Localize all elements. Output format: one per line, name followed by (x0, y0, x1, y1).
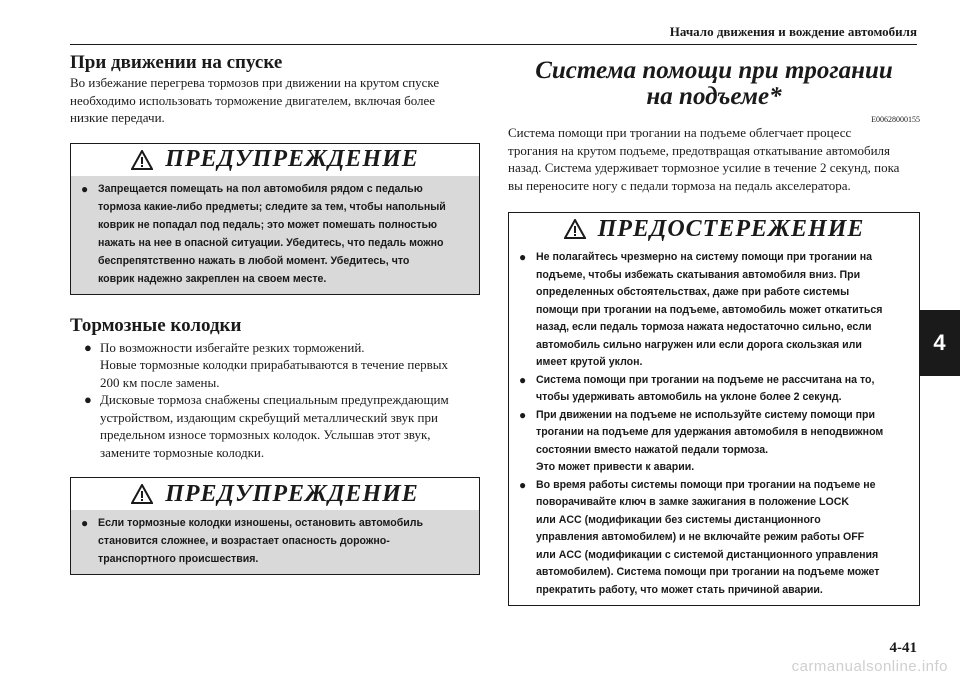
caution-body (509, 245, 919, 605)
text-line: 200 км после замены. (100, 374, 220, 390)
text-line: Запрещается помещать на пол автомобиля рядом с педалью (98, 182, 423, 195)
caution-title: ПРЕДОСТЕРЕЖЕНИЕ (597, 215, 865, 242)
downhill-text (70, 74, 480, 127)
text-line: управления автомобилем) и не включайте режим работы OFF (536, 531, 865, 543)
warning-box-brake-pads (70, 477, 480, 575)
caution-box-hill-start (508, 212, 920, 606)
bullet-icon: ● (519, 477, 527, 492)
hill-start-assist-title (508, 58, 920, 110)
caution-item (519, 407, 909, 477)
text-line: подъеме, чтобы избежать скатывания автомобиля вниз. При (536, 268, 861, 281)
text-line: низкие передачи. (70, 110, 165, 125)
text-line: Это может привести к аварии. (536, 461, 695, 473)
text-line: предельном износе тормозных колодок. Услышав этот звук, (100, 427, 431, 442)
bullet-icon: ● (81, 181, 89, 196)
bullet-icon: ● (81, 516, 89, 530)
warning-box-floor-mat (70, 143, 480, 295)
text-line: поворачивайте ключ в замке зажигания в положение LOCK (536, 496, 850, 508)
warning-body (71, 510, 479, 574)
text-line: коврик надежно закреплен на своем месте. (98, 272, 327, 285)
text-line: определенных обстоятельствах, даже при работе системы (536, 286, 850, 298)
text-line: Дисковые тормоза снабжены специальным предупреждающим (100, 392, 449, 407)
text-line: устройством, издающим скребущий металлический звук при (100, 409, 438, 425)
warning-body (71, 176, 479, 294)
warning-item (81, 180, 469, 288)
bullet-icon: ● (519, 250, 527, 264)
text-line: или ACC (модификации без системы дистанционного (536, 513, 821, 526)
document-code: E00628000155 (871, 115, 920, 124)
text-line: автомобиль сильно нагружен или если дорога скользкая или (536, 338, 862, 351)
text-line: автомобилем). Система помощи при трогании на подъеме может (536, 566, 880, 578)
header-rule (70, 44, 917, 45)
text-line: Не полагайтесь чрезмерно на систему помощи при трогании на (536, 251, 873, 263)
warning-header (71, 478, 479, 510)
text-line: трогания на крутом подъеме, предотвращая откатывание автомобиля (508, 142, 890, 158)
right-column (508, 58, 920, 606)
text-line: прекратить работу, что может стать причиной аварии. (536, 583, 823, 596)
caution-item (519, 249, 909, 372)
text-line: вы переносите ногу с педали тормоза на педаль акселератора. (508, 177, 851, 193)
text-line: помощи при трогании на подъеме, автомобиль может откатиться (536, 303, 883, 316)
warning-triangle-icon (131, 150, 153, 170)
bullet-icon: ● (519, 407, 527, 422)
text-line: Во время работы системы помощи при трогании на подъеме не (536, 478, 876, 491)
title-line: Система помощи при трогании (535, 57, 893, 84)
text-line: назад, если педаль тормоза нажата недостаточно сильно, если (536, 321, 872, 333)
text-line: Во избежание перегрева тормозов при движении на крутом спуске (70, 75, 440, 90)
list-item (84, 391, 480, 461)
text-line: необходимо использовать торможение двигателем, включая более (70, 92, 436, 108)
text-line: коврик не попадал под педаль; это может помешать полностью (98, 218, 438, 231)
warning-triangle-icon (131, 484, 153, 504)
warning-item (81, 514, 469, 568)
section-heading-brake-pads: Тормозные колодки (70, 314, 242, 336)
caution-triangle-icon (564, 219, 586, 239)
text-line: замените тормозные колодки. (100, 444, 265, 460)
text-line: При движении на подъеме не используйте систему помощи при (536, 408, 875, 421)
chapter-tab: 4 (919, 310, 960, 376)
text-line: чтобы удерживать автомобиль на уклоне более 2 секунд. (536, 391, 842, 403)
warning-title: ПРЕДУПРЕЖДЕНИЕ (165, 146, 419, 172)
caution-item (519, 477, 909, 600)
hill-start-intro (508, 124, 920, 194)
text-line: трогании на подъеме для удержания автомобиля в неподвижном (536, 426, 884, 438)
text-line: или ACC (модификации с системой дистанционного управления (536, 548, 879, 561)
bullet-icon: ● (519, 372, 527, 387)
text-line: состоянии вместо нажатой педали тормоза. (536, 443, 769, 456)
text-line: назад. Система удерживает тормозное усилие в течение 2 секунд, пока (508, 160, 900, 175)
title-line: на подъеме* (646, 83, 782, 110)
watermark: carmanualsonline.info (791, 658, 948, 675)
warning-header (71, 144, 479, 176)
text-line: становится сложнее, и возрастает опасность дорожно- (98, 535, 390, 547)
list-item (84, 339, 480, 392)
page-number: 4-41 (889, 640, 917, 656)
text-line: нажать на нее в опасной ситуации. Убедитесь, что педаль можно (98, 236, 444, 249)
section-heading-downhill: При движении на спуске (70, 52, 283, 73)
text-line: Если тормозные колодки изношены, остановить автомобиль (98, 517, 423, 529)
text-line: По возможности избегайте резких торможений. (100, 339, 365, 355)
text-line: Новые тормозные колодки прирабатываются в течение первых (100, 357, 449, 372)
bullet-icon: ● (84, 339, 92, 355)
warning-title: ПРЕДУПРЕЖДЕНИЕ (165, 480, 419, 507)
text-line: беспрепятственно нажать в любой момент. Убедитесь, что (98, 254, 410, 267)
left-column (70, 52, 480, 575)
text-line: Система помощи при трогании на подъеме облегчает процесс (508, 125, 852, 140)
text-line: Система помощи при трогании на подъеме не рассчитана на то, (536, 373, 875, 386)
page-header-title: Начало движения и вождение автомобиля (669, 24, 917, 39)
bullet-icon: ● (84, 392, 92, 407)
text-line: тормоза какие-либо предметы; следите за тем, чтобы напольный (98, 200, 446, 213)
brake-pads-list (70, 339, 480, 462)
text-line: транспортного происшествия. (98, 553, 259, 565)
caution-header (509, 213, 919, 245)
text-line: имеет крутой уклон. (536, 356, 643, 368)
caution-item (519, 372, 909, 407)
